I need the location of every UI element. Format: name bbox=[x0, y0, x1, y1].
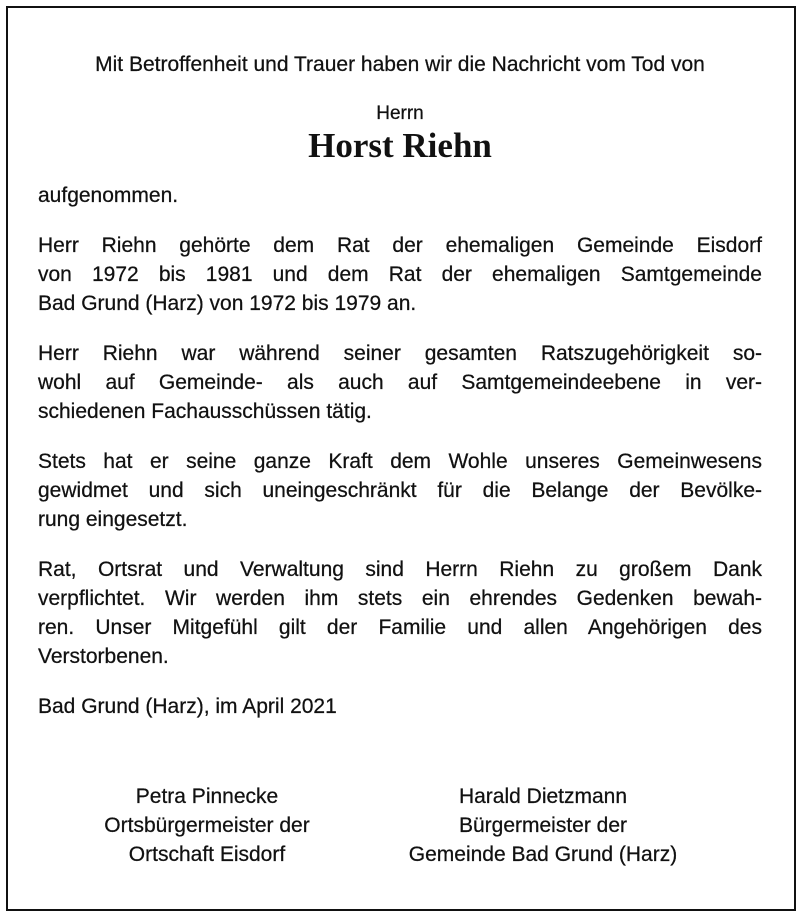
paragraph-gratitude bbox=[38, 555, 762, 671]
paragraph-line: schiedenen Fachausschüssen tätig. bbox=[38, 400, 372, 423]
salutation: Herrn bbox=[376, 103, 424, 124]
paragraph-committees bbox=[38, 339, 762, 426]
paragraph-line: Herr Riehn war während seiner gesamten Ratszugehörigkeit so- bbox=[38, 342, 762, 365]
deceased-name: Horst Riehn bbox=[308, 126, 492, 165]
signatory-title: Bürgermeister der bbox=[458, 814, 628, 837]
paragraph-line: gewidmet und sich uneingeschränkt für die Belange der Bevölke- bbox=[38, 479, 762, 502]
paragraph-line: Rat, Ortsrat und Verwaltung sind Herrn Riehn zu großem Dank bbox=[38, 558, 762, 581]
paragraph-line: Bad Grund (Harz) von 1972 bis 1979 an. bbox=[38, 292, 417, 315]
paragraph-council-membership bbox=[38, 231, 762, 318]
paragraph-line: von 1972 bis 1981 und dem Rat der ehemaligen Samtgemeinde bbox=[38, 263, 762, 286]
paragraph-line: ren. Unser Mitgefühl gilt der Familie und allen Angehörigen des bbox=[38, 616, 762, 639]
signatory-title: Gemeinde Bad Grund (Harz) bbox=[408, 843, 678, 866]
place-date: Bad Grund (Harz), im April 2021 bbox=[38, 695, 337, 718]
notice-body bbox=[38, 50, 762, 721]
signatory-name: Harald Dietzmann bbox=[458, 785, 628, 808]
paragraph-line: Herr Riehn gehörte dem Rat der ehemaligen Gemeinde Eisdorf bbox=[38, 234, 762, 257]
signatory-right bbox=[383, 782, 703, 869]
paragraph-line: rung eingesetzt. bbox=[38, 508, 188, 531]
intro-line: Mit Betroffenheit und Trauer haben wir die Nachricht vom Tod von bbox=[95, 53, 705, 76]
paragraph-line: Verstorbenen. bbox=[38, 645, 169, 668]
paragraph-line: Stets hat er seine ganze Kraft dem Wohle unseres Gemeinwesens bbox=[38, 450, 762, 473]
paragraph-line: wohl auf Gemeinde- als auch auf Samtgemeindeebene in ver- bbox=[38, 371, 762, 394]
signatory-name: Petra Pinnecke bbox=[135, 785, 279, 808]
received-line: aufgenommen. bbox=[38, 184, 179, 207]
paragraph-line: verpflichtet. Wir werden ihm stets ein ehrendes Gedenken bewah- bbox=[38, 587, 762, 610]
signatory-title: Ortschaft Eisdorf bbox=[128, 843, 286, 866]
signatory-left bbox=[47, 782, 367, 869]
signatory-title: Ortsbürgermeister der bbox=[104, 814, 310, 837]
paragraph-dedication bbox=[38, 447, 762, 534]
